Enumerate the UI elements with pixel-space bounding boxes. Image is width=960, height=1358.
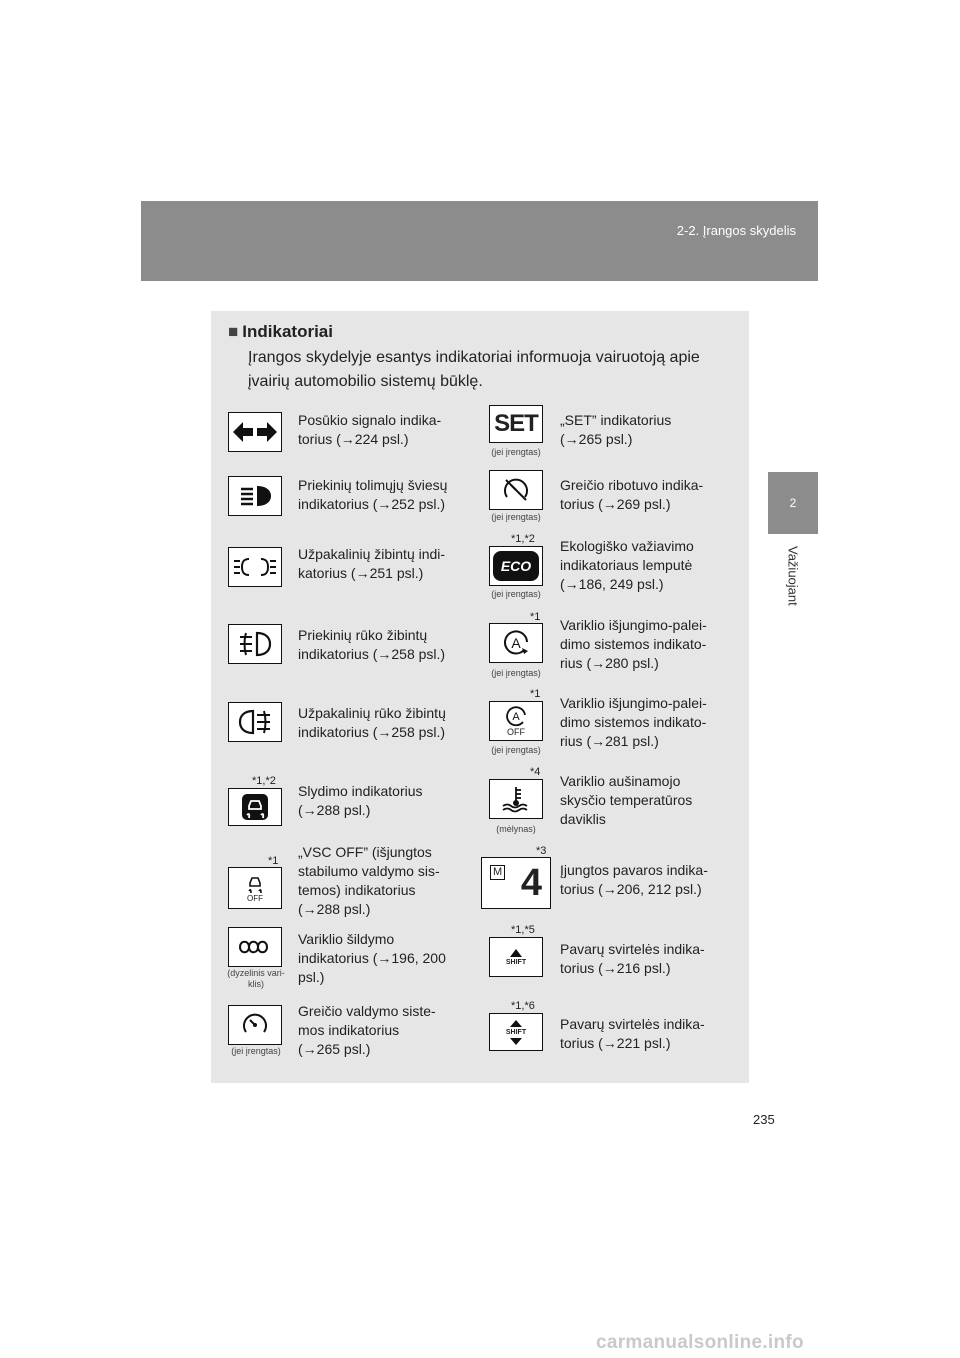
coolant-temp-icon [489,779,543,819]
left-item-7-desc: Variklio šildymo indikatorius (→196, 200 psl.) [298,931,446,985]
left-item-5-star: *1,*2 [252,775,276,787]
left-item-3-desc: Priekinių rūko žibintų indikatorius (→258 psl.) [298,627,446,662]
left-item-4-desc: Užpakalinių rūko žibintų indikatorius (→258 psl.) [298,705,446,740]
turn-signal-arrows-icon [228,412,282,452]
right-item-6-desc: Įjungtos pavaros indika- torius (→206, 212 psl.) [560,862,708,897]
stop-start-off-a: A [512,711,520,723]
left-item-6-star: *1 [268,855,279,867]
stop-start-icon [489,623,543,663]
left-item-8-sub: (jei įrengtas) [231,1046,281,1056]
left-item-0-desc: Posūkio signalo indika- torius (→224 psl.) [298,412,442,447]
gear-number: 4 [520,862,542,904]
right-item-5-desc: Variklio aušinamojo skysčio temperatūros daviklis [560,773,693,827]
right-item-7-desc: Pavarų svirtelės indika- torius (→216 psl.) [560,941,705,976]
set-indicator-icon [489,405,543,443]
right-item-4-desc: Variklio išjungimo-palei- dimo sistemos indikato- rius (→281 psl.) [560,695,707,749]
stop-start-off-label: OFF [507,727,525,737]
stop-start-a: A [511,635,521,651]
vsc-off-label: OFF [247,893,263,903]
right-item-0-desc: „SET” indikatorius (→265 psl.) [560,412,672,447]
right-item-1-sub: (jei įrengtas) [491,512,541,522]
right-item-7-star: *1,*5 [511,924,535,936]
right-item-6-star: *3 [536,845,547,857]
chapter-tab-label: Važiuojant [785,546,801,606]
tail-light-icon [228,547,282,587]
left-item-5-desc: Slydimo indikatorius (→288 psl.) [298,783,423,818]
right-item-3-desc: Variklio išjungimo-palei- dimo sistemos indikato- rius (→280 psl.) [560,617,707,671]
right-item-2-sub: (jei įrengtas) [491,589,541,599]
front-fog-light-icon [228,624,282,664]
intro-text: Įrangos skydelyje esantys indikatoriai informuoja vairuotoją apie įvairių automobilio sistemų būklę. [248,349,700,390]
vsc-off-icon [228,867,282,909]
set-icon-text: SET [494,410,538,437]
section-heading [228,322,333,342]
shift-up-icon [489,937,543,977]
heading-title: Indikatoriai [242,322,333,341]
stop-start-off-icon [489,701,543,741]
left-item-6-desc: „VSC OFF” (išjungtos stabilumo valdymo sis- temos) indikatorius (→288 psl.) [298,844,440,917]
section-title: 2-2. Įrangos skydelis [676,223,796,238]
right-item-8-star: *1,*6 [511,1000,535,1012]
right-item-4-star: *1 [530,688,541,700]
gear-position-icon [481,857,551,909]
shift-up-label: SHIFT [505,958,527,966]
gear-m-label: M [490,865,505,880]
shift-updown-label: SHIFT [505,1028,527,1036]
chapter-tab-number[interactable]: 2 [768,472,818,534]
high-beam-icon [228,476,282,516]
right-item-3-sub: (jei įrengtas) [491,668,541,678]
glow-plug-icon [228,927,282,967]
chapter-tab-label-wrap [768,534,818,634]
watermark[interactable]: carmanualsonline.info [596,1332,804,1353]
shift-updown-icon [489,1013,543,1051]
left-item-1-desc: Priekinių tolimųjų šviesų indikatorius (→252 psl.) [298,477,448,512]
section-header [141,201,818,281]
page-number: 235 [753,1112,775,1127]
heading-marker: ■ [228,322,239,341]
left-item-7-sub: (dyzelinis vari- klis) [227,968,285,989]
rear-fog-light-icon [228,702,282,742]
eco-icon-text: ECO [500,558,532,574]
eco-icon [489,546,543,586]
slip-indicator-icon [228,788,282,826]
right-item-5-sub: (mėlynas) [496,824,536,834]
right-item-0-sub: (jei įrengtas) [491,447,541,457]
right-item-5-star: *4 [530,766,541,778]
left-item-8-desc: Greičio valdymo siste- mos indikatorius (→265 psl.) [298,1003,436,1057]
speed-limiter-icon [489,470,543,510]
right-item-8-desc: Pavarų svirtelės indika- torius (→221 psl.) [560,1016,705,1051]
left-item-2-desc: Užpakalinių žibintų indi- katorius (→251 psl.) [298,546,446,581]
right-item-2-desc: Ekologiško važiavimo indikatoriaus lemputė (→186, 249 psl.) [560,538,694,592]
right-item-2-star: *1,*2 [511,533,535,545]
cruise-control-icon [228,1005,282,1045]
right-item-3-star: *1 [530,611,541,623]
right-item-4-sub: (jei įrengtas) [491,745,541,755]
right-item-1-desc: Greičio ribotuvo indika- torius (→269 psl.) [560,477,704,512]
